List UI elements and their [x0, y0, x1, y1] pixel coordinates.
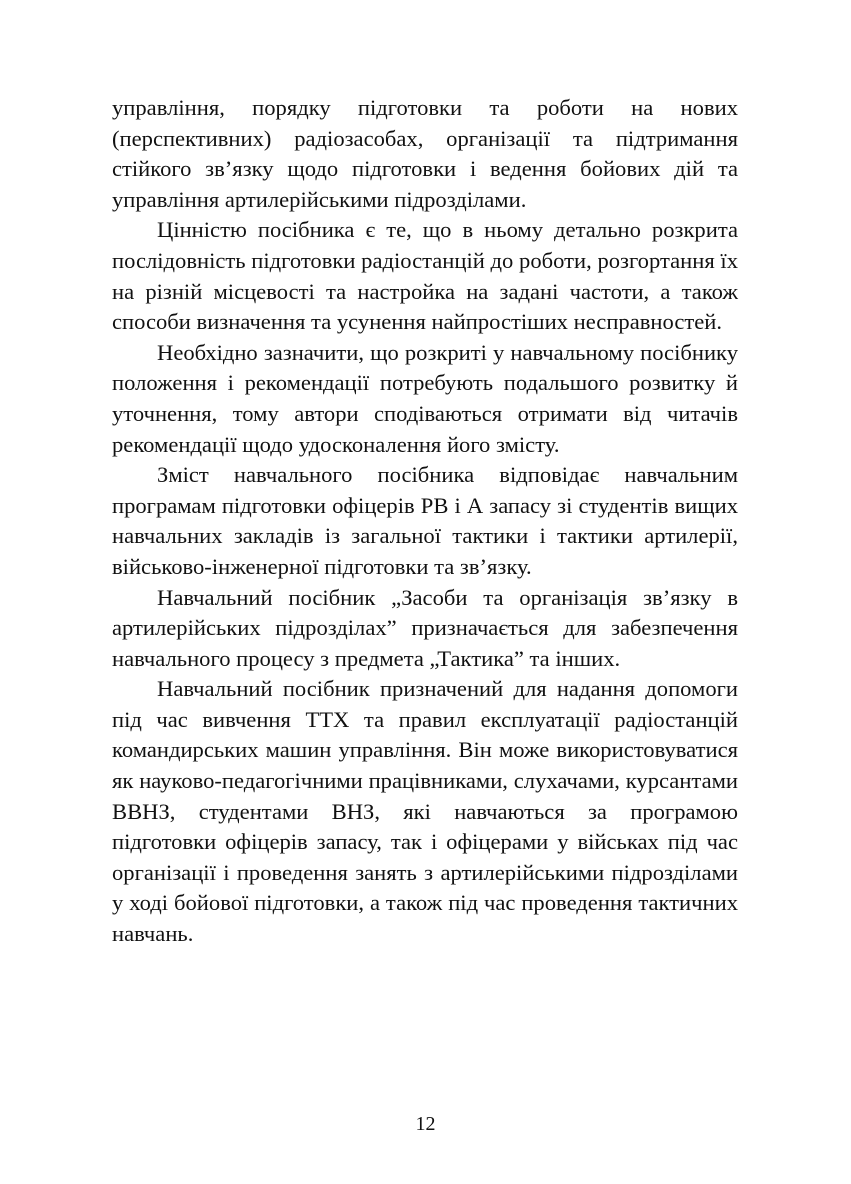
body-text	[112, 93, 738, 950]
paragraph-intended-audience: Навчальний посібник призначений для надання допомоги під час вивчення ТТХ та правил експлуатації радіостанцій командирських машин управління. Він може використовуватися як науково-педагогічними працівниками, слухачами, курсантами ВВНЗ, студентами ВНЗ, які навчаються за програмою підготовки офіцерів запасу, так і офіцерами у військах під час організації і проведення занять з артилерійськими підрозділами у ході бойової підготовки, а також під час проведення тактичних навчань.	[112, 676, 738, 947]
paragraph-value-of-manual: Цінністю посібника є те, що в ньому детально розкрита послідовність підготовки радіостанцій до роботи, розгортання їх на різній місцевості та настройка на задані частоти, а також способи визначення та усунення найпростіших несправностей.	[112, 217, 738, 335]
paragraph-purpose: Навчальний посібник „Засоби та організація зв’язку в артилерійських підрозділах” призначається для забезпечення навчального процесу з предмета „Тактика” та інших.	[112, 584, 738, 671]
paragraph-content-correspondence: Зміст навчального посібника відповідає навчальним програмам підготовки офіцерів РВ і А запасу зі студентів вищих навчальних закладів із загальної тактики і тактики артилерії, військово-інженерної підготовки та зв’язку.	[112, 462, 738, 579]
page-number: 12	[415, 1113, 436, 1135]
paragraph-note-on-improvement: Необхідно зазначити, що розкриті у навчальному посібнику положення і рекомендації потребують подальшого розвитку й уточнення, тому автори сподіваються отримати від читачів рекомендації щодо удосконалення його змісту.	[112, 339, 738, 457]
paragraph-continuation: управління, порядку підготовки та роботи на нових (перспективних) радіозасобах, організації та підтримання стійкого зв’язку щодо підготовки і ведення бойових дій та управління артилерійськими підрозділами.	[112, 95, 738, 212]
